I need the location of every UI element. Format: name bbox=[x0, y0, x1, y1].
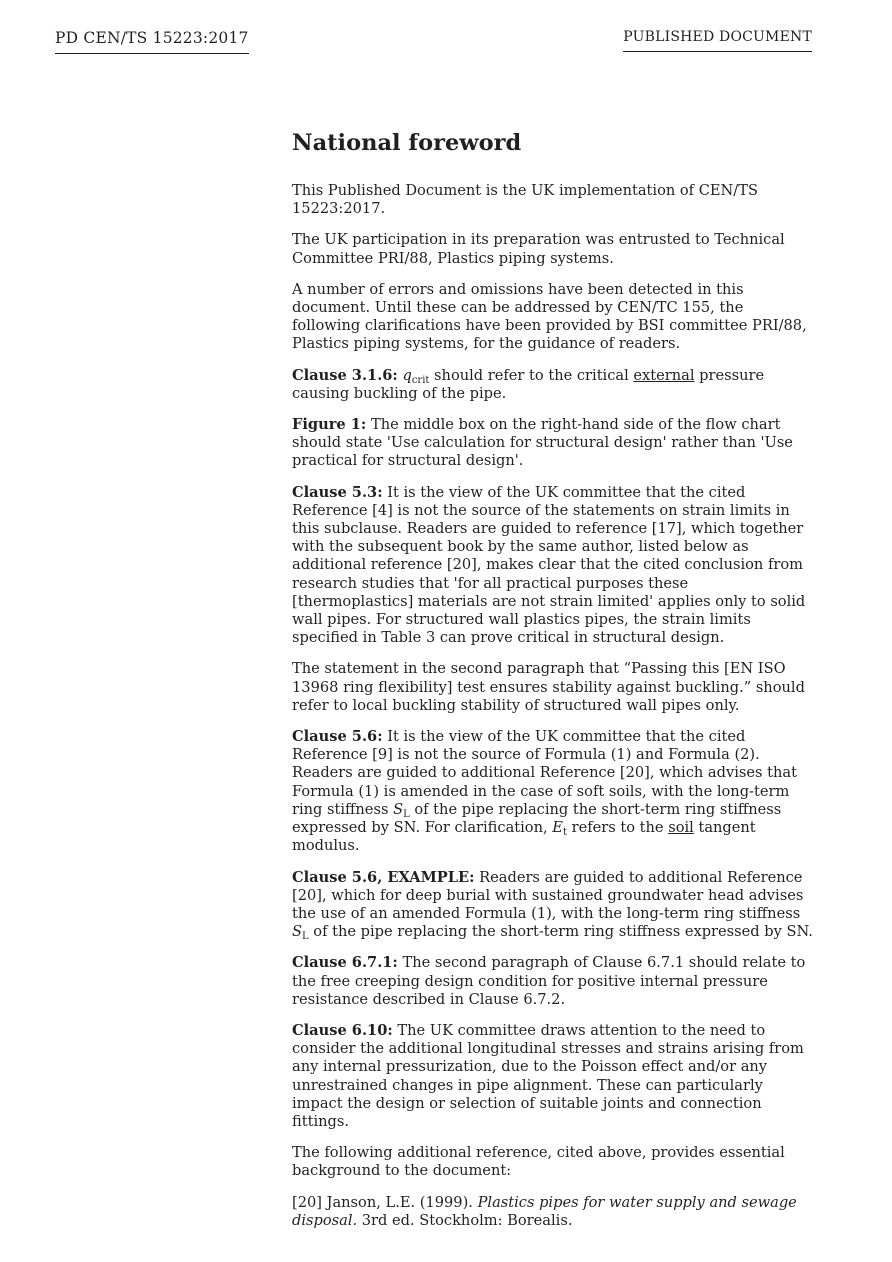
clause-text: Readers are guided to additional Reference [20], which for deep burial with sustained groundwater head advises the use of an amended Formula (1), with the long-term ring stiffness bbox=[292, 868, 804, 922]
paragraph-implementation-text: This Published Document is the UK implementation of CEN/TS 15223:2017. bbox=[292, 182, 758, 218]
paragraph-participation bbox=[292, 231, 814, 267]
clause-text: of the pipe replacing the short-term ring stiffness expressed by SN. bbox=[308, 923, 813, 941]
document-id: PD CEN/TS 15223:2017 bbox=[55, 29, 249, 54]
symbol-s: S bbox=[292, 923, 302, 941]
clause-text: It is the view of the UK committee that the cited Reference [4] is not the source of the statements on strain limits in this subclause. Readers are guided to reference [17], which together with the subsequent book by the same author, listed below as additional reference [20], makes clear that the cited conclusion from research studies that 'for all practical purposes these [thermoplastics] materials are not strain limited' applies only to solid wall pipes. For structured wall plastics pipes, the strain limits specified in Table 3 can prove critical in structural design. bbox=[292, 483, 806, 647]
reference-20 bbox=[292, 1194, 814, 1230]
clause-label: Clause 5.6: bbox=[292, 728, 383, 746]
reference-prefix: [20] Janson, L.E. (1999). bbox=[292, 1193, 478, 1211]
clause-6-7-1 bbox=[292, 954, 814, 1009]
page-title: National foreword bbox=[292, 130, 522, 156]
clause-5-3 bbox=[292, 484, 814, 648]
symbol-subscript: t bbox=[562, 827, 567, 839]
symbol-subscript: crit bbox=[411, 374, 430, 386]
reference-suffix: 3rd ed. Stockholm: Borealis. bbox=[357, 1211, 573, 1229]
paragraph-statement-text: The statement in the second paragraph that “Passing this [EN ISO 13968 ring flexibility] test ensures stability against buckling.” should refer to local buckling stability of structured wall pipes only. bbox=[292, 660, 805, 714]
foreword-body bbox=[292, 128, 814, 1243]
symbol-e: E bbox=[552, 819, 563, 837]
figure-text: The middle box on the right-hand side of the flow chart should state 'Use calculation for structural design' rather than 'Use practical for structural design'. bbox=[292, 416, 793, 470]
underlined-word: external bbox=[633, 366, 695, 384]
symbol-s: S bbox=[393, 800, 404, 818]
clause-text: It is the view of the UK committee that the cited Reference [9] is not the source of Formula (1) and Formula (2). Readers are guided to additional Reference [20], which advises that Formula (1) is amended in the case of soft soils, with the long-term ring stiffness bbox=[292, 728, 797, 818]
clause-label: Clause 5.6, EXAMPLE: bbox=[292, 868, 475, 886]
clause-text: The second paragraph of Clause 6.7.1 should relate to the free creeping design condition for positive internal pressure resistance described in Clause 6.7.2. bbox=[292, 954, 806, 1008]
paragraph-errors-text: A number of errors and omissions have been detected in this document. Until these can be addressed by CEN/TC 155, the following clarifications have been provided by BSI committee PRI/88, Plastics piping systems, for the guidance of readers. bbox=[292, 280, 807, 353]
clause-text: pressure causing buckling of the pipe. bbox=[292, 366, 765, 402]
paragraph-participation-text: The UK participation in its preparation was entrusted to Technical Committee PRI/88, Plastics piping systems. bbox=[292, 231, 785, 267]
paragraph-errors bbox=[292, 281, 814, 354]
paragraph-implementation bbox=[292, 182, 814, 218]
underlined-word: soil bbox=[668, 819, 694, 837]
clause-text: should refer to the critical bbox=[429, 366, 634, 384]
symbol-q: q bbox=[402, 366, 412, 384]
clause-text: refers to the bbox=[566, 819, 669, 837]
clause-text: The UK committee draws attention to the need to consider the additional longitudinal stresses and strains arising from any internal pressurization, due to the Poisson effect and/or any unrestrained changes in pipe alignment. These can particularly impact the design or selection of suitable joints and connection fittings. bbox=[292, 1021, 804, 1130]
paragraph-statement bbox=[292, 660, 814, 715]
figure-label: Figure 1: bbox=[292, 416, 367, 434]
clause-6-10 bbox=[292, 1022, 814, 1131]
symbol-subscript: L bbox=[403, 808, 410, 820]
reference-title: Plastics pipes for water supply and sewage disposal. bbox=[292, 1193, 797, 1229]
clause-text: of the pipe replacing the short-term ring stiffness expressed by SN. For clarification, bbox=[292, 800, 782, 837]
clause-5-6 bbox=[292, 728, 814, 855]
figure-1-note bbox=[292, 416, 814, 471]
clause-5-6-example bbox=[292, 869, 814, 942]
clause-3-1-6 bbox=[292, 367, 814, 403]
clause-text: tangent modulus. bbox=[292, 819, 756, 855]
clause-label: Clause 5.3: bbox=[292, 483, 383, 501]
document-type: PUBLISHED DOCUMENT bbox=[623, 29, 812, 52]
paragraph-following bbox=[292, 1144, 814, 1180]
clause-label: Clause 3.1.6: bbox=[292, 366, 398, 384]
clause-label: Clause 6.7.1: bbox=[292, 954, 398, 972]
symbol-subscript: L bbox=[302, 931, 309, 943]
paragraph-following-text: The following additional reference, cited above, provides essential background to the document: bbox=[292, 1144, 785, 1180]
clause-label: Clause 6.10: bbox=[292, 1021, 393, 1039]
